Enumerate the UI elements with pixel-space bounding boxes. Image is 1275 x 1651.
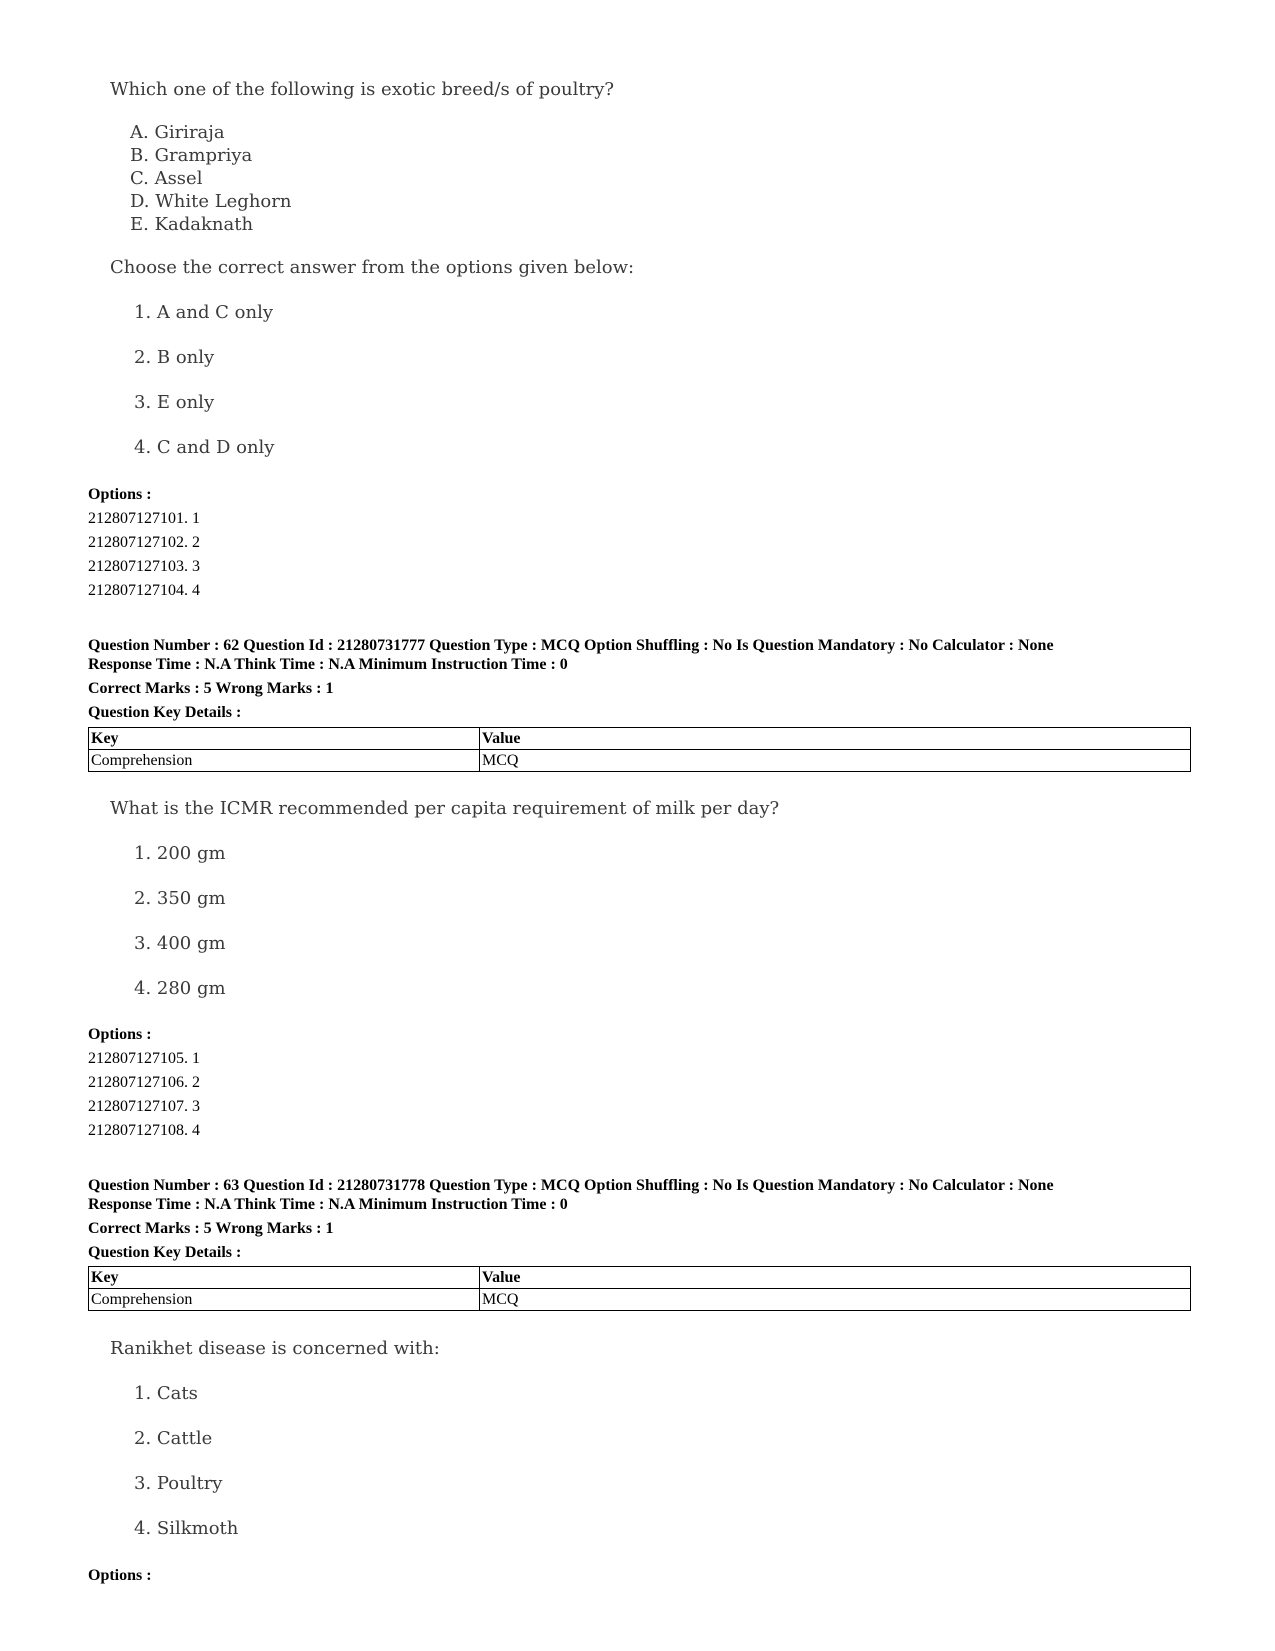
q61-question-text: Which one of the following is exotic breed/s of poultry? <box>110 79 615 100</box>
q63-key-header: Key <box>89 1267 480 1289</box>
q62-key-cell: Comprehension <box>89 750 480 772</box>
q62-key-details-label: Question Key Details : <box>88 704 242 721</box>
q62-meta-line1: Question Number : 62 Question Id : 21280731777 Question Type : MCQ Option Shuffling : No Is Question Mandatory : No Calculator : None <box>88 637 1054 654</box>
q62-option-1: 212807127105. 1 <box>88 1050 200 1067</box>
q61-option-4: 212807127104. 4 <box>88 582 200 599</box>
q63-value-cell: MCQ <box>480 1289 1191 1311</box>
q63-key-cell: Comprehension <box>89 1289 480 1311</box>
q62-options-label: Options : <box>88 1026 152 1043</box>
q63-answer-2: 2. Cattle <box>134 1428 213 1449</box>
q61-answer-3: 3. E only <box>134 392 215 413</box>
q61-answer-4: 4. C and D only <box>134 437 275 458</box>
table-row <box>89 1289 1191 1311</box>
q62-marks: Correct Marks : 5 Wrong Marks : 1 <box>88 680 334 697</box>
q61-item-d: D. White Leghorn <box>130 191 292 212</box>
q61-option-1: 212807127101. 1 <box>88 510 200 527</box>
q62-key-header: Key <box>89 728 480 750</box>
q62-value-cell: MCQ <box>480 750 1191 772</box>
q62-key-table <box>88 727 1191 772</box>
q63-marks: Correct Marks : 5 Wrong Marks : 1 <box>88 1220 334 1237</box>
q61-option-2: 212807127102. 2 <box>88 534 200 551</box>
table-row <box>89 750 1191 772</box>
q61-options-label: Options : <box>88 486 152 503</box>
q62-option-2: 212807127106. 2 <box>88 1074 200 1091</box>
q61-instruction: Choose the correct answer from the options given below: <box>110 257 635 278</box>
q63-question-text: Ranikhet disease is concerned with: <box>110 1338 440 1359</box>
q63-answer-3: 3. Poultry <box>134 1473 223 1494</box>
q63-key-table <box>88 1266 1191 1311</box>
q62-meta-line2: Response Time : N.A Think Time : N.A Minimum Instruction Time : 0 <box>88 656 568 673</box>
q61-item-b: B. Grampriya <box>130 145 253 166</box>
q62-answer-4: 4. 280 gm <box>134 978 226 999</box>
q62-key-table-header <box>89 728 1191 750</box>
q62-option-3: 212807127107. 3 <box>88 1098 200 1115</box>
q62-question-text: What is the ICMR recommended per capita requirement of milk per day? <box>110 798 780 819</box>
q61-option-3: 212807127103. 3 <box>88 558 200 575</box>
q62-answer-2: 2. 350 gm <box>134 888 226 909</box>
q62-value-header: Value <box>480 728 1191 750</box>
q63-answer-4: 4. Silkmoth <box>134 1518 239 1539</box>
q63-meta-line1: Question Number : 63 Question Id : 21280731778 Question Type : MCQ Option Shuffling : No Is Question Mandatory : No Calculator : None <box>88 1177 1054 1194</box>
q63-meta-line2: Response Time : N.A Think Time : N.A Minimum Instruction Time : 0 <box>88 1196 568 1213</box>
q63-value-header: Value <box>480 1267 1191 1289</box>
q62-answer-3: 3. 400 gm <box>134 933 226 954</box>
q61-answer-1: 1. A and C only <box>134 302 274 323</box>
q61-item-a: A. Giriraja <box>130 122 225 143</box>
q62-option-4: 212807127108. 4 <box>88 1122 200 1139</box>
q62-answer-1: 1. 200 gm <box>134 843 226 864</box>
q63-key-details-label: Question Key Details : <box>88 1244 242 1261</box>
q63-answer-1: 1. Cats <box>134 1383 198 1404</box>
q63-options-label: Options : <box>88 1567 152 1584</box>
q61-item-c: C. Assel <box>130 168 203 189</box>
q63-key-table-header <box>89 1267 1191 1289</box>
q61-item-e: E. Kadaknath <box>130 214 254 235</box>
q61-answer-2: 2. B only <box>134 347 215 368</box>
